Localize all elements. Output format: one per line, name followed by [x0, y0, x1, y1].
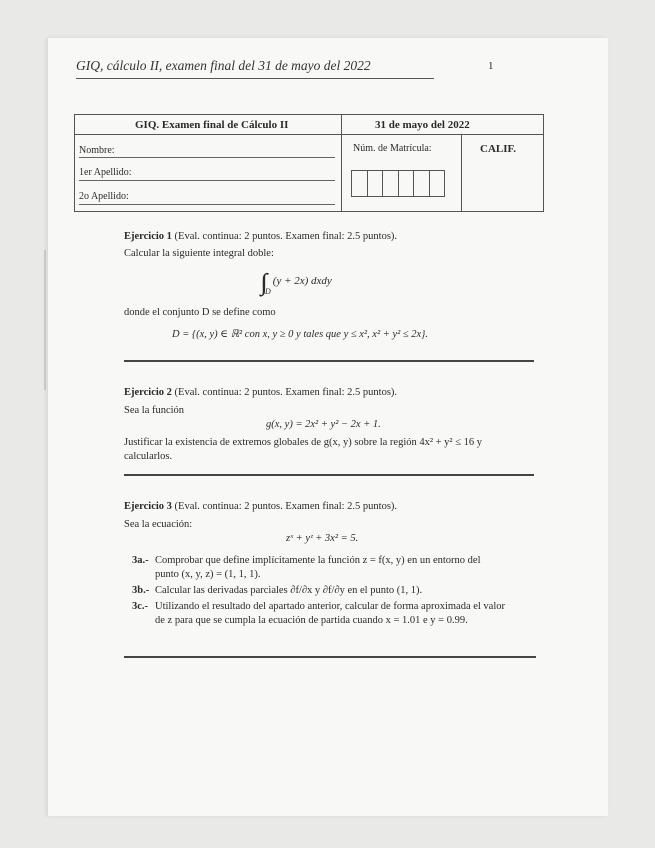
nombre-field[interactable] — [79, 157, 335, 158]
ejercicio2-line1: Sea la función — [124, 405, 185, 416]
separator-3 — [124, 656, 536, 658]
double-integral — [261, 270, 332, 297]
ejercicio3-formula: zˣ + yᶻ + 3x² = 5. — [286, 533, 359, 544]
ejercicio3-points: (Eval. continua: 2 puntos. Examen final: 2.5 puntos). — [174, 501, 398, 512]
item-3b-label: 3b.- — [132, 585, 150, 596]
integrand: (y + 2x) dxdy — [272, 275, 332, 287]
ejercicio3-title-line — [124, 500, 397, 514]
ejercicio3-line1: Sea la ecuación: — [124, 519, 193, 530]
item-3a-label: 3a.- — [132, 555, 149, 566]
info-box-divider-2 — [461, 135, 462, 211]
item-3b-text: Calcular las derivadas parciales ∂f/∂x y ∂f/∂y en el punto (1, 1). — [155, 585, 423, 596]
scan-edge-mark — [44, 250, 46, 390]
item-3c-label: 3c.- — [132, 601, 149, 612]
ejercicio2-formula: g(x, y) = 2x² + y² − 2x + 1. — [266, 419, 381, 430]
matricula-digit-boxes[interactable] — [351, 170, 445, 197]
matricula-digit[interactable] — [398, 170, 414, 197]
matricula-digit[interactable] — [413, 170, 429, 197]
ejercicio1-heading: Ejercicio 1 — [124, 231, 172, 242]
ejercicio1-line2: donde el conjunto D se define como — [124, 307, 276, 318]
separator-1 — [124, 360, 534, 362]
matricula-digit[interactable] — [382, 170, 398, 197]
matricula-digit[interactable] — [429, 170, 445, 197]
nombre-label: Nombre: — [79, 145, 115, 156]
info-box-divider-1 — [341, 115, 342, 211]
matricula-digit[interactable] — [367, 170, 383, 197]
set-definition: D = {(x, y) ∈ ℝ² con x, y ≥ 0 y tales que y ≤ x², x² + y² ≤ 2x}. — [172, 329, 428, 340]
ejercicio2-line3: calcularlos. — [124, 451, 173, 462]
matricula-label: Núm. de Matrícula: — [353, 143, 432, 154]
student-info-box — [74, 114, 544, 212]
ejercicio3-heading: Ejercicio 3 — [124, 501, 172, 512]
ejercicio2-heading: Ejercicio 2 — [124, 387, 172, 398]
ejercicio1-points: (Eval. continua: 2 puntos. Examen final: 2.5 puntos). — [174, 231, 398, 242]
ejercicio2-points: (Eval. continua: 2 puntos. Examen final: 2.5 puntos). — [174, 387, 398, 398]
ejercicio1-title-line — [124, 230, 397, 244]
exam-date: 31 de mayo del 2022 — [375, 119, 470, 131]
item-3c-text2: de z para que se cumpla la ecuación de partida cuando x = 1.01 e y = 0.99. — [155, 615, 468, 626]
item-3a-text2: punto (x, y, z) = (1, 1, 1). — [155, 569, 261, 580]
ejercicio1-line1: Calcular la siguiente integral doble: — [124, 248, 274, 259]
header-title: GIQ, cálculo II, examen final del 31 de mayo del 2022 — [76, 58, 371, 73]
separator-2 — [124, 474, 534, 476]
header-underline — [76, 78, 434, 79]
ejercicio2-title-line — [124, 386, 397, 400]
apellido1-label: 1er Apellido: — [79, 167, 132, 178]
apellido2-field[interactable] — [79, 204, 335, 205]
calif-label: CALIF. — [480, 143, 516, 155]
matricula-digit[interactable] — [351, 170, 367, 197]
ejercicio2-line2: Justificar la existencia de extremos globales de g(x, y) sobre la región 4x² + y² ≤ 16 y — [124, 437, 482, 448]
page-number: 1 — [488, 60, 494, 72]
integral-domain: D — [265, 287, 271, 296]
info-box-header-rule — [75, 134, 543, 135]
exam-title: GIQ. Examen final de Cálculo II — [135, 119, 289, 131]
item-3a-text1: Comprobar que define implícitamente la función z = f(x, y) en un entorno del — [155, 555, 481, 566]
apellido1-field[interactable] — [79, 180, 335, 181]
apellido2-label: 2o Apellido: — [79, 191, 129, 202]
item-3c-text1: Utilizando el resultado del apartado anterior, calcular de forma aproximada el valor — [155, 601, 506, 612]
